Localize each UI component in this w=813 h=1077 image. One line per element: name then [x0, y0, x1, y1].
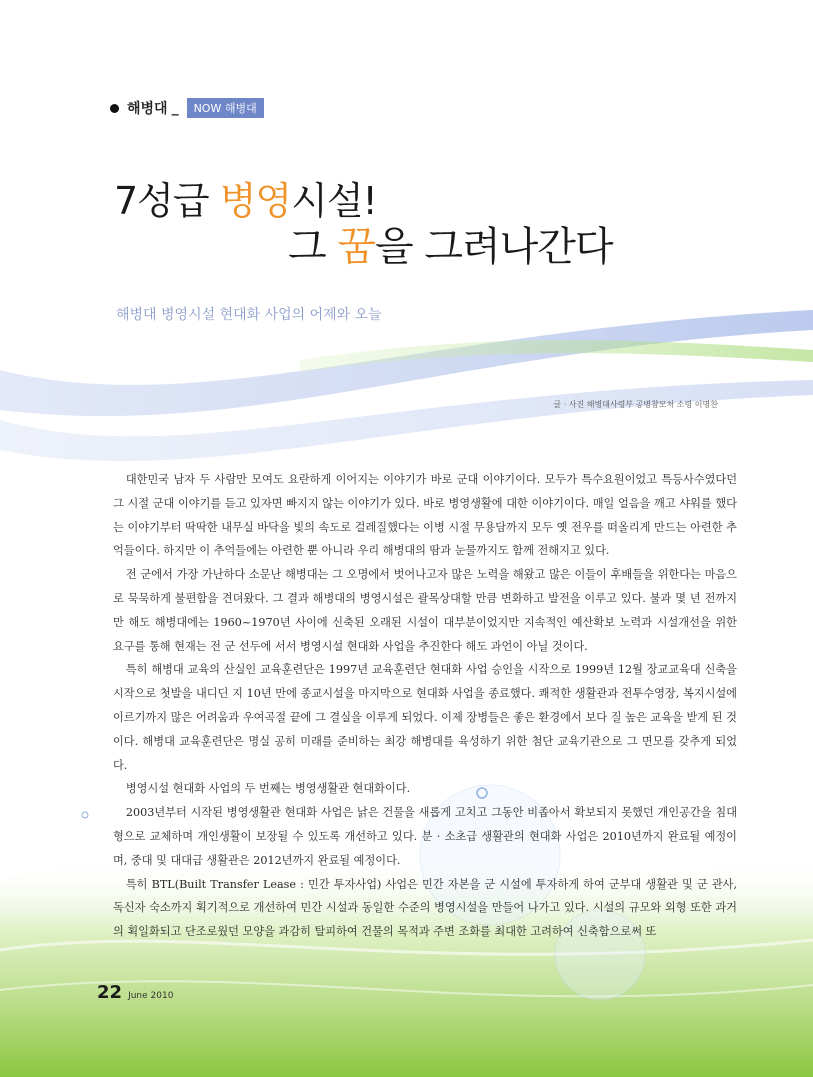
article-subtitle: 해병대 병영시설 현대화 사업의 어제와 오늘: [116, 307, 382, 323]
paragraph: 대한민국 남자 두 사람만 모여도 요란하게 이어지는 이야기가 바로 군대 이야기이다. 모두가 특수요원이었고 특등사수였다던 그 시절 군대 이야기를 듣고 있자면 빠지지 않는 이야기가 있다. 바로 병영생활에 대한 이야기이다. 매일 얼음을 깨고 샤워를 했다는 이야기부터 딱딱한 내무실 바닥을 빛의 속도로 걸레질했다는 이병 시절 무용담까지 모두 옛 전우를 떠올리게 만드는 아련한 추억들이다. 하지만 이 추억들에는 아련한 뿐 아니라 우리 해병대의 땀과 눈물까지도 함께 전해지고 있다.: [113, 473, 737, 558]
bullet-icon: [110, 104, 119, 113]
title-accent: 꿈: [337, 224, 375, 270]
paragraph: 특히 BTL(Built Transfer Lease : 민간 투자사업) 사업은 민간 자본을 군 시설에 투자하게 하여 군부대 생활관 및 군 관사, 독신자 숙소까지 획기적으로 개선하여 민간 시설과 동일한 수준의 병영시설을 만들어 나가고 있다. 시설의 규모와 외형 또한 과거의 획일화되고 단조로웠던 모양을 과감히 탈피하여 건물의 목적과 주변 조화를 최대한 고려하여 신축함으로써 또: [113, 877, 737, 939]
page-footer: [97, 982, 173, 1003]
paragraph: 특히 해병대 교육의 산실인 교육훈련단은 1997년 교육훈련단 현대화 사업 승인을 시작으로 1999년 12월 장교교육대 신축을 시작으로 첫발을 내디딘 지 10년 만에 종교시설을 마지막으로 현대화 사업을 종료했다. 쾌적한 생활관과 전투수영장, 복지시설에 이르기까지 많은 어려움과 우여곡절 끝에 그 결실을 이루게 되었다. 이제 장병들은 좋은 환경에서 보다 질 높은 교육을 받게 된 것이다. 해병대 교육훈련단은 명실 공히 미래를 준비하는 최강 해병대를 육성하기 위한 첨단 교육기관으로 그 면모를 갖추게 되었다.: [113, 663, 737, 772]
issue-date: June 2010: [128, 991, 174, 1001]
paragraph: 병영시설 현대화 사업의 두 번째는 병영생활관 현대화이다.: [125, 782, 411, 796]
title-accent: 병영: [219, 179, 292, 223]
section-tag-badge: NOW 해병대: [187, 98, 264, 118]
paragraph: 2003년부터 시작된 병영생활관 현대화 사업은 낡은 건물을 새롭게 고치고 그동안 비좁아서 확보되지 못했던 개인공간을 침대형으로 교체하며 개인생활이 보장될 수 있도록 개선하고 있다. 분 · 소초급 생활관의 현대화 사업은 2010년까지 완료될 예정이며, 중대 및 대대급 생활관은 2012년까지 완료될 예정이다.: [113, 806, 737, 867]
paragraph: 전 군에서 가장 가난하다 소문난 해병대는 그 오명에서 벗어나고자 많은 노력을 해왔고 많은 이들이 후배들을 위한다는 마음으로 묵묵하게 불편함을 견뎌왔다. 그 결과 해병대의 병영시설은 괄목상대할 만큼 변화하고 발전을 이루고 있다. 불과 몇 년 전까지만 해도 해병대에는 1960~1970년 사이에 신축된 오래된 시설이 대부분이었지만 지속적인 예산확보 노력과 시설개선을 위한 요구를 통해 현재는 전 군 선두에 서서 병영시설 현대화 사업을 추진한다 해도 과언이 아닐 것이다.: [113, 568, 737, 653]
title-line-1: 7성급 병영시설!: [114, 179, 377, 223]
section-name: 해병대: [127, 101, 168, 117]
title-line-2: 그 꿈을 그려나간다: [288, 224, 613, 270]
section-header: [110, 98, 264, 118]
page-number: 22: [97, 982, 123, 1003]
byline: 글 · 사진 해병대사령부 공병참모처 소령 이명찬: [553, 400, 718, 409]
article-body: [113, 468, 737, 944]
section-separator: _: [171, 100, 179, 116]
